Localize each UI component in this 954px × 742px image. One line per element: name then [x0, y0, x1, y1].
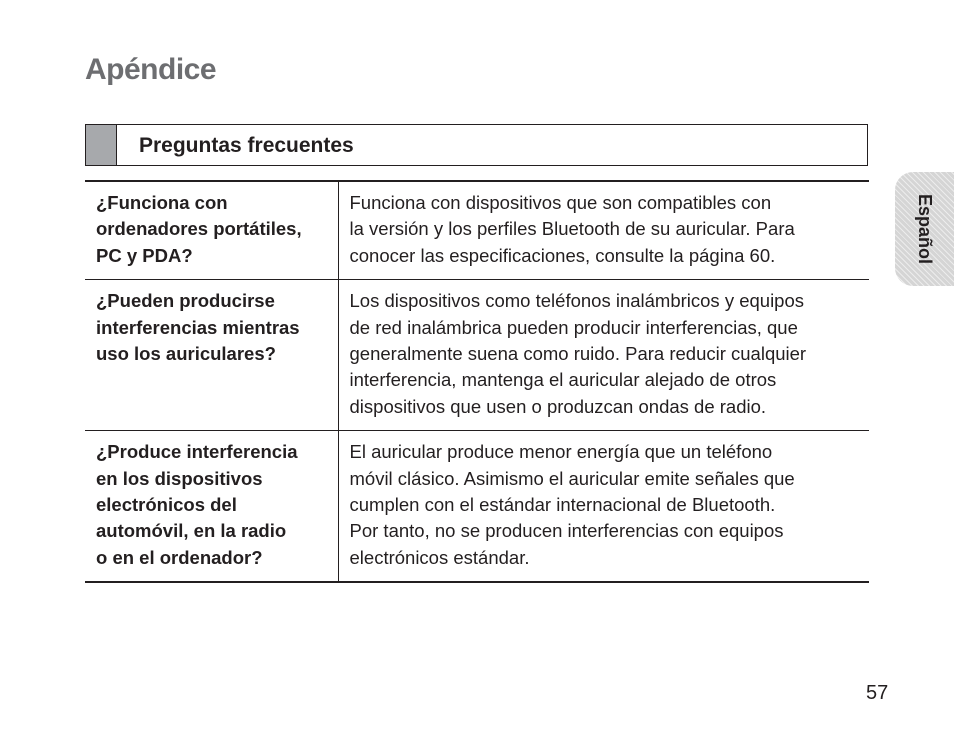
- faq-answer: [338, 431, 869, 583]
- question-line: ¿Produce interferencia: [96, 441, 298, 463]
- page-number: 57: [866, 682, 889, 704]
- answer-line: la versión y los perfiles Bluetooth de su auricular. Para: [349, 218, 795, 240]
- faq-row: [85, 181, 869, 280]
- faq-answer: [338, 181, 869, 280]
- question-line: interferencias mientras: [96, 316, 300, 338]
- answer-line: electrónicos estándar.: [349, 546, 530, 568]
- language-tab-label: Español: [914, 193, 935, 265]
- faq-question: [85, 280, 338, 431]
- answer-line: Por tanto, no se producen interferencias con equipos: [349, 520, 784, 542]
- page-title: Apéndice: [85, 53, 217, 86]
- answer-line: conocer las especificaciones, consulte la página 60.: [349, 244, 776, 266]
- question-line: automóvil, en la radio: [96, 520, 287, 542]
- answer-line: móvil clásico. Asimismo el auricular emite señales que: [349, 467, 795, 489]
- faq-answer: [338, 280, 869, 431]
- faq-question: [85, 181, 338, 280]
- question-line: ¿Pueden producirse: [96, 290, 275, 312]
- question-line: en los dispositivos: [96, 467, 263, 489]
- answer-line: Los dispositivos como teléfonos inalámbricos y equipos: [349, 290, 805, 312]
- language-tab: [895, 172, 954, 286]
- answer-line: dispositivos que usen o produzcan ondas de radio.: [349, 395, 767, 417]
- question-line: PC y PDA?: [96, 244, 193, 266]
- answer-line: El auricular produce menor energía que un teléfono: [349, 441, 773, 463]
- faq-question: [85, 431, 338, 583]
- answer-line: Funciona con dispositivos que son compatibles con: [349, 192, 772, 213]
- question-line: ¿Funciona con: [96, 192, 228, 213]
- question-line: electrónicos del: [96, 494, 237, 516]
- faq-row: [85, 280, 869, 431]
- faq-table: [85, 180, 869, 583]
- question-line: ordenadores portátiles,: [96, 218, 302, 240]
- answer-line: interferencia, mantenga el auricular alejado de otros: [349, 369, 777, 391]
- faq-row: [85, 431, 869, 583]
- question-line: o en el ordenador?: [96, 546, 263, 568]
- answer-line: de red inalámbrica pueden producir interferencias, que: [349, 316, 798, 338]
- section-marker: [86, 125, 117, 165]
- question-line: uso los auriculares?: [96, 343, 276, 365]
- answer-line: generalmente suena como ruido. Para reducir cualquier: [349, 343, 807, 365]
- answer-line: cumplen con el estándar internacional de Bluetooth.: [349, 494, 776, 516]
- section-header: [85, 124, 868, 166]
- section-title: Preguntas frecuentes: [139, 134, 354, 157]
